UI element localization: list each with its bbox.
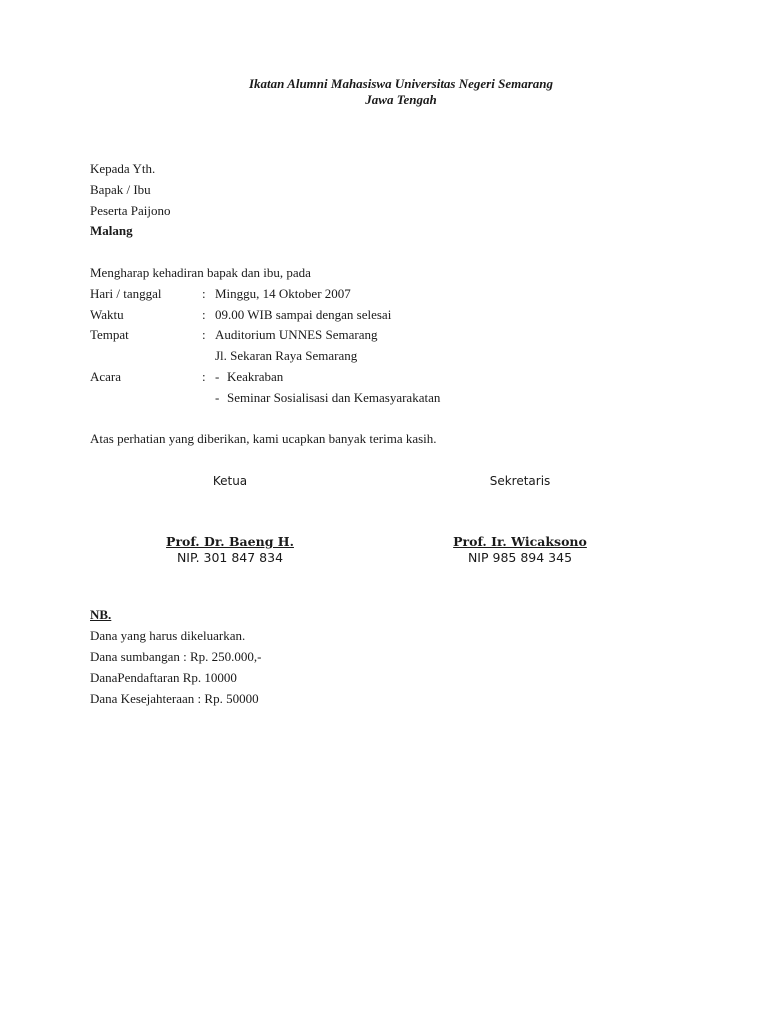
detail-colon: : <box>202 307 206 322</box>
detail-colon: : <box>202 327 206 342</box>
notes-title: NB. <box>90 607 112 622</box>
detail-value-date: Minggu, 14 Oktober 2007 <box>215 286 351 301</box>
signature-role-chair: Ketua <box>212 474 248 488</box>
signature-nip-secretary: NIP 985 894 345 <box>467 550 573 565</box>
detail-colon: : <box>202 369 206 384</box>
detail-label-date: Hari / tanggal <box>90 286 162 301</box>
signature-role-secretary: Sekretaris <box>489 474 551 488</box>
invitation-intro: Mengharap kehadiran bapak dan ibu, pada <box>90 265 311 280</box>
agenda-bullet: - <box>215 369 220 384</box>
signature-name-secretary: Prof. Ir. Wicaksono <box>453 534 587 549</box>
detail-value-time: 09.00 WIB sampai dengan selesai <box>215 307 392 322</box>
header-region: Jawa Tengah <box>365 92 437 107</box>
signature-name-chair: Prof. Dr. Baeng H. <box>166 534 294 549</box>
recipient-line-2: Bapak / Ibu <box>90 182 151 197</box>
detail-colon: : <box>202 286 206 301</box>
detail-value-place: Auditorium UNNES Semarang <box>215 327 378 342</box>
detail-label-agenda: Acara <box>90 369 122 384</box>
header-organization: Ikatan Alumni Mahasiswa Universitas Negeri Semarang <box>249 76 553 91</box>
recipient-line-3: Peserta Paijono <box>90 203 171 218</box>
closing-statement: Atas perhatian yang diberikan, kami ucapkan banyak terima kasih. <box>90 431 437 446</box>
agenda-bullet: - <box>215 390 220 405</box>
notes-line-3: DanaPendaftaran Rp. 10000 <box>90 670 237 685</box>
agenda-item-1: Keakraban <box>227 369 284 384</box>
detail-label-place: Tempat <box>90 327 129 342</box>
agenda-item-2: Seminar Sosialisasi dan Kemasyarakatan <box>227 390 441 405</box>
letter-header <box>0 76 768 108</box>
detail-label-time: Waktu <box>90 307 124 322</box>
notes-line-1: Dana yang harus dikeluarkan. <box>90 628 246 643</box>
recipient-city: Malang <box>90 223 133 238</box>
recipient-line-1: Kepada Yth. <box>90 161 156 176</box>
notes-line-2: Dana sumbangan : Rp. 250.000,- <box>90 649 262 664</box>
notes-line-4: Dana Kesejahteraan : Rp. 50000 <box>90 691 259 706</box>
detail-value-address: Jl. Sekaran Raya Semarang <box>215 348 358 363</box>
signature-nip-chair: NIP. 301 847 834 <box>176 550 284 565</box>
